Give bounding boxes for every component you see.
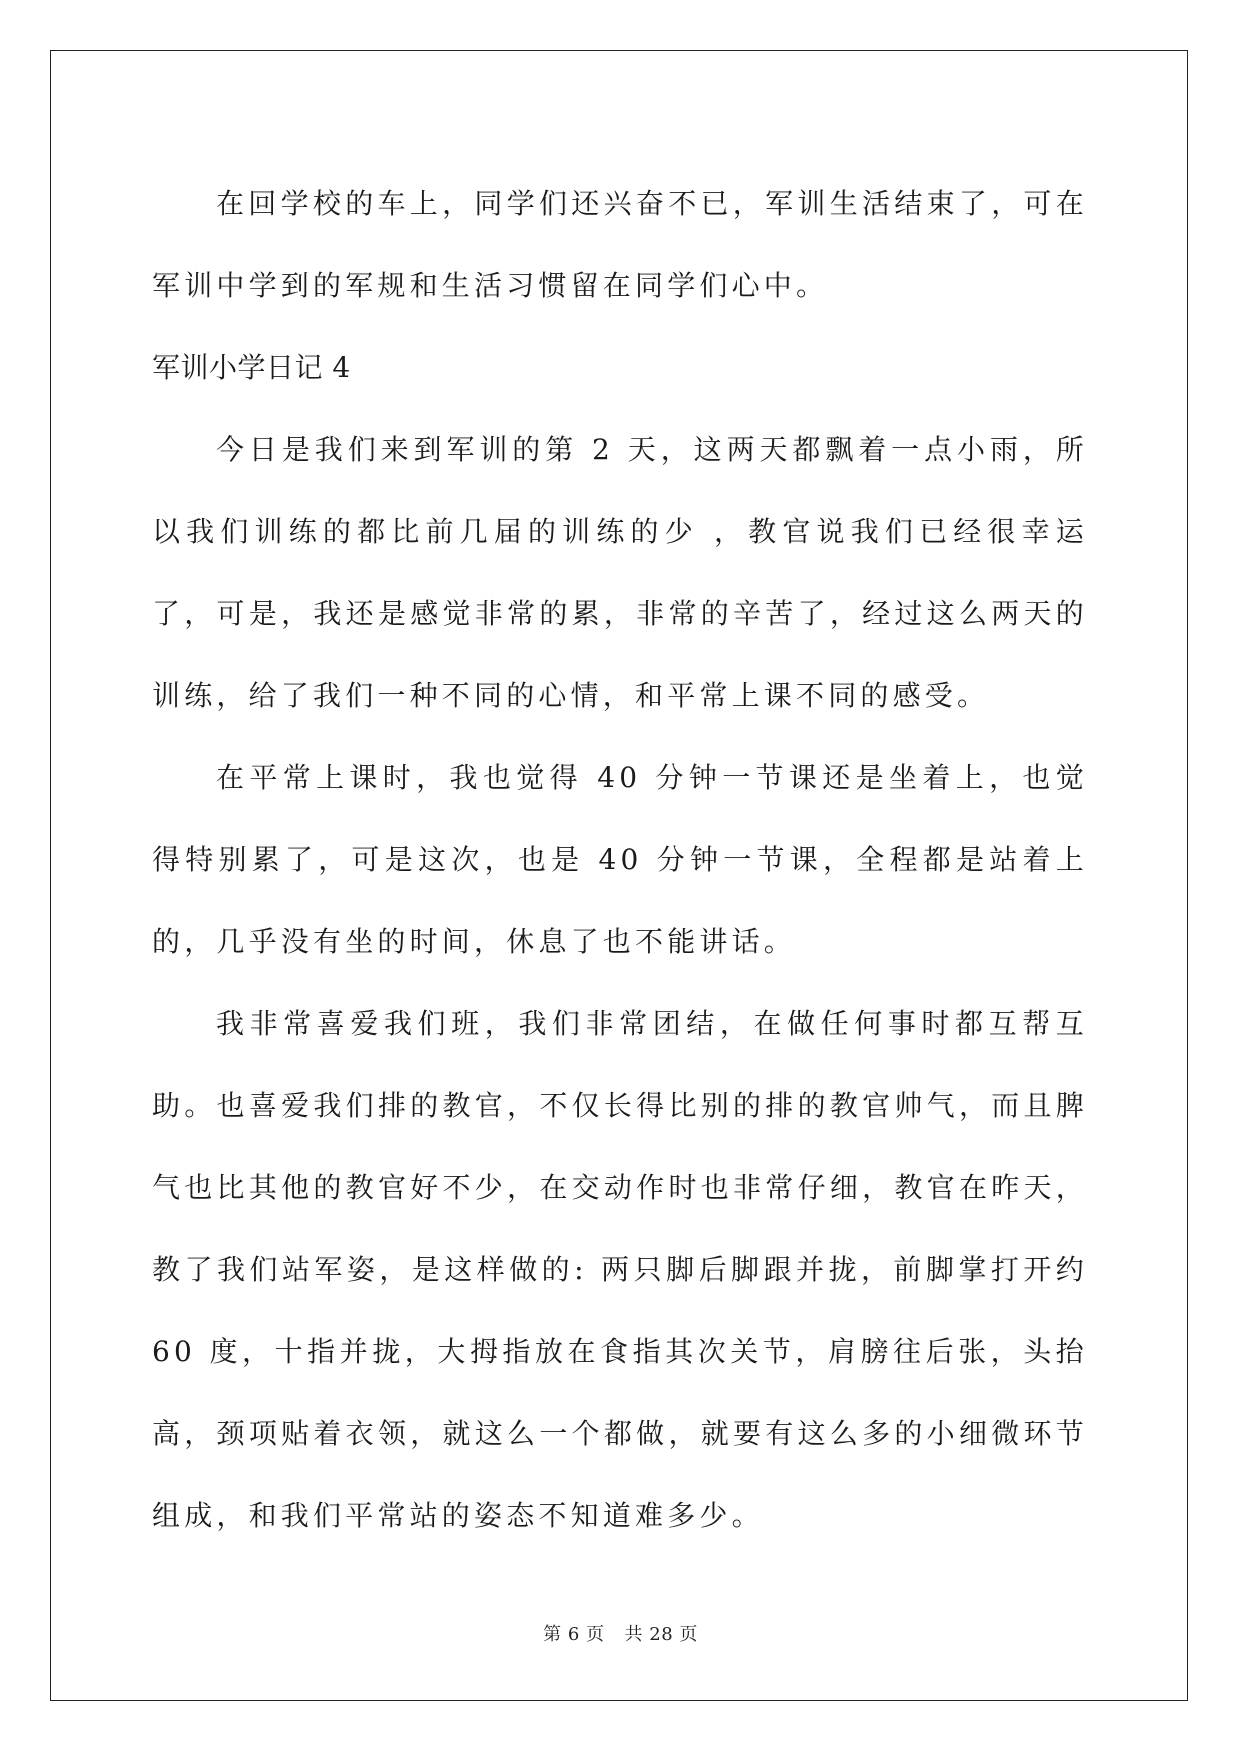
document-body: [152, 163, 1088, 1557]
section-heading: 军训小学日记 4: [152, 351, 351, 384]
paragraph-4: 我非常喜爱我们班，我们非常团结，在做任何事时都互帮互助。也喜爱我们排的教官，不仅长得比别的排的教官帅气，而且脾气也比其他的教官好不少，在交动作时也非常仔细，教官在昨天，教了我们站军姿，是这样做的: 两只脚后脚跟并拢，前脚掌打开约 60 度，十指并拢，大拇指放在食指其次关节，肩膀往后张，头抬高，颈项贴着衣领，就这么一个都做，就要有这么多的小细微环节组成，和我们平常站的姿态不知道难多少。: [152, 1007, 1088, 1532]
paragraph-2: 今日是我们来到军训的第 2 天，这两天都飘着一点小雨，所以我们训练的都比前几届的训练的少 ，教官说我们已经很幸运了，可是，我还是感觉非常的累，非常的辛苦了，经过这么两天的训练，给了我们一种不同的心情，和平常上课不同的感受。: [152, 433, 1088, 712]
page-footer: [0, 1624, 1241, 1646]
page-total: 共 28 页: [624, 1624, 698, 1645]
page-number: 第 6 页: [543, 1624, 605, 1645]
paragraph-1: 在回学校的车上，同学们还兴奋不已，军训生活结束了，可在军训中学到的军规和生活习惯留在同学们心中。: [152, 187, 1088, 302]
paragraph-3: 在平常上课时，我也觉得 40 分钟一节课还是坐着上，也觉得特别累了，可是这次，也是 40 分钟一节课，全程都是站着上的，几乎没有坐的时间，休息了也不能讲话。: [152, 761, 1088, 958]
